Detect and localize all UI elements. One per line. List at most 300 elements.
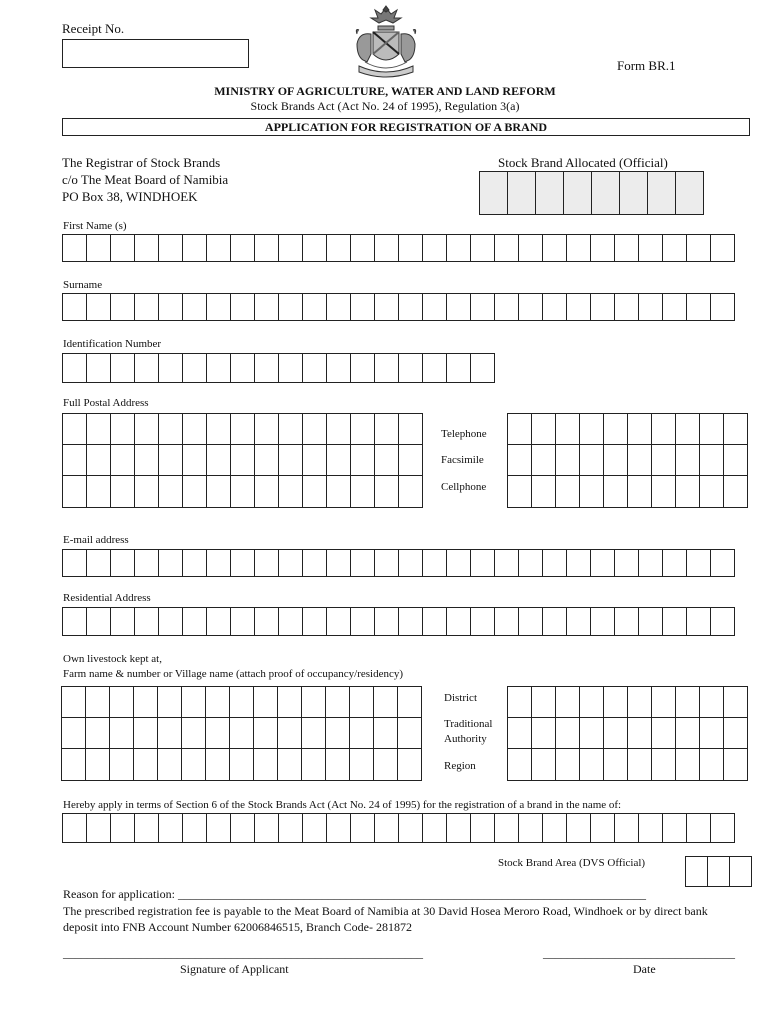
- character-box[interactable]: [133, 748, 158, 781]
- character-box[interactable]: [675, 475, 700, 508]
- character-box[interactable]: [675, 444, 700, 476]
- character-box[interactable]: [158, 234, 183, 262]
- character-box[interactable]: [158, 413, 183, 445]
- character-box[interactable]: [230, 444, 255, 476]
- character-box[interactable]: [302, 234, 327, 262]
- character-box[interactable]: [277, 686, 302, 718]
- character-box[interactable]: [651, 475, 676, 508]
- character-box[interactable]: [374, 475, 399, 508]
- character-box[interactable]: [134, 549, 159, 577]
- character-box[interactable]: [110, 353, 135, 383]
- character-box[interactable]: [494, 607, 519, 636]
- character-box[interactable]: [579, 413, 604, 445]
- applicant-name-boxes[interactable]: [62, 813, 735, 843]
- character-box[interactable]: [206, 607, 231, 636]
- character-box[interactable]: [614, 607, 639, 636]
- character-box[interactable]: [398, 413, 423, 445]
- character-box[interactable]: [134, 234, 159, 262]
- character-box[interactable]: [109, 717, 134, 749]
- character-box[interactable]: [723, 413, 748, 445]
- character-box[interactable]: [686, 813, 711, 843]
- character-box[interactable]: [182, 549, 207, 577]
- character-box[interactable]: [110, 444, 135, 476]
- character-box[interactable]: [350, 413, 375, 445]
- character-box[interactable]: [326, 353, 351, 383]
- character-box[interactable]: [710, 234, 735, 262]
- character-box[interactable]: [86, 549, 111, 577]
- character-box[interactable]: [109, 748, 134, 781]
- character-box[interactable]: [157, 717, 182, 749]
- character-box[interactable]: [110, 234, 135, 262]
- character-box[interactable]: [134, 607, 159, 636]
- character-box[interactable]: [614, 813, 639, 843]
- character-box[interactable]: [723, 717, 748, 749]
- character-box[interactable]: [662, 293, 687, 321]
- character-box[interactable]: [110, 813, 135, 843]
- character-box[interactable]: [446, 549, 471, 577]
- character-box[interactable]: [555, 686, 580, 718]
- character-box[interactable]: [254, 607, 279, 636]
- character-box[interactable]: [302, 413, 327, 445]
- character-box[interactable]: [638, 813, 663, 843]
- character-box[interactable]: [254, 813, 279, 843]
- contact-numbers-grid[interactable]: [507, 413, 748, 508]
- character-box[interactable]: [373, 717, 398, 749]
- character-box[interactable]: [181, 717, 206, 749]
- character-box[interactable]: [206, 353, 231, 383]
- character-box[interactable]: [110, 293, 135, 321]
- character-box[interactable]: [555, 413, 580, 445]
- character-box[interactable]: [710, 293, 735, 321]
- character-box[interactable]: [254, 234, 279, 262]
- character-box[interactable]: [182, 607, 207, 636]
- character-box[interactable]: [627, 444, 652, 476]
- character-box[interactable]: [531, 748, 556, 781]
- character-box[interactable]: [627, 475, 652, 508]
- character-box[interactable]: [110, 549, 135, 577]
- character-box[interactable]: [85, 748, 110, 781]
- character-box[interactable]: [651, 748, 676, 781]
- character-box[interactable]: [374, 607, 399, 636]
- character-box[interactable]: [494, 549, 519, 577]
- character-box[interactable]: [470, 234, 495, 262]
- character-box[interactable]: [590, 549, 615, 577]
- character-box[interactable]: [62, 293, 87, 321]
- character-box[interactable]: [603, 717, 628, 749]
- character-box[interactable]: [531, 413, 556, 445]
- character-box[interactable]: [86, 293, 111, 321]
- character-box[interactable]: [542, 607, 567, 636]
- character-box[interactable]: [325, 686, 350, 718]
- character-box[interactable]: [205, 748, 230, 781]
- character-box[interactable]: [374, 549, 399, 577]
- character-box[interactable]: [470, 549, 495, 577]
- character-box[interactable]: [302, 353, 327, 383]
- character-box[interactable]: [61, 748, 86, 781]
- email-boxes[interactable]: [62, 549, 735, 577]
- character-box[interactable]: [253, 686, 278, 718]
- character-box[interactable]: [675, 171, 704, 215]
- character-box[interactable]: [206, 293, 231, 321]
- character-box[interactable]: [206, 549, 231, 577]
- character-box[interactable]: [206, 444, 231, 476]
- character-box[interactable]: [326, 813, 351, 843]
- character-box[interactable]: [350, 813, 375, 843]
- character-box[interactable]: [350, 353, 375, 383]
- character-box[interactable]: [230, 549, 255, 577]
- character-box[interactable]: [470, 607, 495, 636]
- character-box[interactable]: [397, 686, 422, 718]
- character-box[interactable]: [277, 748, 302, 781]
- character-box[interactable]: [566, 293, 591, 321]
- character-box[interactable]: [397, 748, 422, 781]
- reason-for-application[interactable]: Reason for application: ______________________________________________________________________________: [63, 887, 646, 901]
- character-box[interactable]: [254, 549, 279, 577]
- character-box[interactable]: [86, 444, 111, 476]
- character-box[interactable]: [494, 813, 519, 843]
- character-box[interactable]: [182, 413, 207, 445]
- character-box[interactable]: [686, 234, 711, 262]
- character-box[interactable]: [699, 413, 724, 445]
- character-box[interactable]: [446, 607, 471, 636]
- character-box[interactable]: [302, 549, 327, 577]
- character-box[interactable]: [133, 686, 158, 718]
- character-box[interactable]: [61, 717, 86, 749]
- character-box[interactable]: [230, 475, 255, 508]
- character-box[interactable]: [230, 413, 255, 445]
- character-box[interactable]: [507, 444, 532, 476]
- character-box[interactable]: [397, 717, 422, 749]
- character-box[interactable]: [206, 234, 231, 262]
- character-box[interactable]: [158, 444, 183, 476]
- character-box[interactable]: [686, 607, 711, 636]
- character-box[interactable]: [326, 413, 351, 445]
- character-box[interactable]: [422, 353, 447, 383]
- character-box[interactable]: [301, 717, 326, 749]
- character-box[interactable]: [254, 353, 279, 383]
- character-box[interactable]: [603, 748, 628, 781]
- character-box[interactable]: [182, 475, 207, 508]
- character-box[interactable]: [374, 444, 399, 476]
- character-box[interactable]: [182, 444, 207, 476]
- character-box[interactable]: [110, 413, 135, 445]
- character-box[interactable]: [373, 686, 398, 718]
- character-box[interactable]: [158, 475, 183, 508]
- character-box[interactable]: [158, 353, 183, 383]
- date-line[interactable]: ________________________________: [543, 946, 735, 960]
- character-box[interactable]: [422, 607, 447, 636]
- character-box[interactable]: [627, 413, 652, 445]
- character-box[interactable]: [518, 293, 543, 321]
- character-box[interactable]: [229, 686, 254, 718]
- character-box[interactable]: [699, 686, 724, 718]
- character-box[interactable]: [603, 413, 628, 445]
- character-box[interactable]: [374, 293, 399, 321]
- character-box[interactable]: [563, 171, 592, 215]
- character-box[interactable]: [446, 234, 471, 262]
- character-box[interactable]: [507, 748, 532, 781]
- character-box[interactable]: [627, 748, 652, 781]
- character-box[interactable]: [302, 475, 327, 508]
- character-box[interactable]: [398, 293, 423, 321]
- character-box[interactable]: [205, 686, 230, 718]
- character-box[interactable]: [507, 413, 532, 445]
- character-box[interactable]: [86, 353, 111, 383]
- character-box[interactable]: [301, 686, 326, 718]
- character-box[interactable]: [62, 444, 87, 476]
- character-box[interactable]: [507, 717, 532, 749]
- character-box[interactable]: [302, 444, 327, 476]
- character-box[interactable]: [278, 549, 303, 577]
- character-box[interactable]: [603, 686, 628, 718]
- character-box[interactable]: [531, 717, 556, 749]
- character-box[interactable]: [62, 353, 87, 383]
- character-box[interactable]: [254, 475, 279, 508]
- character-box[interactable]: [230, 234, 255, 262]
- character-box[interactable]: [229, 748, 254, 781]
- character-box[interactable]: [470, 353, 495, 383]
- character-box[interactable]: [579, 686, 604, 718]
- character-box[interactable]: [278, 413, 303, 445]
- character-box[interactable]: [555, 717, 580, 749]
- character-box[interactable]: [518, 549, 543, 577]
- character-box[interactable]: [349, 717, 374, 749]
- character-box[interactable]: [326, 234, 351, 262]
- character-box[interactable]: [62, 549, 87, 577]
- character-box[interactable]: [278, 234, 303, 262]
- character-box[interactable]: [398, 475, 423, 508]
- district-authority-region-grid[interactable]: [507, 686, 748, 781]
- character-box[interactable]: [627, 717, 652, 749]
- character-box[interactable]: [254, 413, 279, 445]
- character-box[interactable]: [699, 444, 724, 476]
- character-box[interactable]: [531, 444, 556, 476]
- character-box[interactable]: [614, 234, 639, 262]
- character-box[interactable]: [110, 475, 135, 508]
- character-box[interactable]: [325, 717, 350, 749]
- character-box[interactable]: [579, 717, 604, 749]
- character-box[interactable]: [134, 293, 159, 321]
- character-box[interactable]: [542, 234, 567, 262]
- character-box[interactable]: [326, 549, 351, 577]
- character-box[interactable]: [62, 413, 87, 445]
- character-box[interactable]: [349, 748, 374, 781]
- character-box[interactable]: [707, 856, 730, 887]
- character-box[interactable]: [614, 293, 639, 321]
- character-box[interactable]: [566, 234, 591, 262]
- character-box[interactable]: [326, 475, 351, 508]
- character-box[interactable]: [422, 293, 447, 321]
- character-box[interactable]: [614, 549, 639, 577]
- character-box[interactable]: [182, 234, 207, 262]
- character-box[interactable]: [182, 353, 207, 383]
- character-box[interactable]: [638, 293, 663, 321]
- brand-allocated-boxes[interactable]: [479, 171, 704, 215]
- character-box[interactable]: [62, 234, 87, 262]
- character-box[interactable]: [398, 234, 423, 262]
- character-box[interactable]: [326, 444, 351, 476]
- character-box[interactable]: [729, 856, 752, 887]
- character-box[interactable]: [302, 293, 327, 321]
- character-box[interactable]: [590, 234, 615, 262]
- character-box[interactable]: [675, 686, 700, 718]
- character-box[interactable]: [579, 748, 604, 781]
- character-box[interactable]: [158, 549, 183, 577]
- character-box[interactable]: [542, 293, 567, 321]
- character-box[interactable]: [555, 748, 580, 781]
- character-box[interactable]: [61, 686, 86, 718]
- character-box[interactable]: [619, 171, 648, 215]
- character-box[interactable]: [662, 607, 687, 636]
- character-box[interactable]: [535, 171, 564, 215]
- character-box[interactable]: [627, 686, 652, 718]
- character-box[interactable]: [723, 686, 748, 718]
- character-box[interactable]: [685, 856, 708, 887]
- character-box[interactable]: [301, 748, 326, 781]
- livestock-location-grid[interactable]: [61, 686, 422, 781]
- character-box[interactable]: [326, 293, 351, 321]
- character-box[interactable]: [86, 234, 111, 262]
- character-box[interactable]: [446, 813, 471, 843]
- character-box[interactable]: [542, 549, 567, 577]
- character-box[interactable]: [699, 748, 724, 781]
- character-box[interactable]: [651, 444, 676, 476]
- character-box[interactable]: [507, 475, 532, 508]
- character-box[interactable]: [398, 353, 423, 383]
- character-box[interactable]: [518, 234, 543, 262]
- character-box[interactable]: [651, 413, 676, 445]
- character-box[interactable]: [603, 444, 628, 476]
- character-box[interactable]: [350, 234, 375, 262]
- character-box[interactable]: [398, 549, 423, 577]
- character-box[interactable]: [350, 444, 375, 476]
- first-names-boxes[interactable]: [62, 234, 735, 262]
- character-box[interactable]: [134, 353, 159, 383]
- character-box[interactable]: [134, 475, 159, 508]
- character-box[interactable]: [230, 293, 255, 321]
- character-box[interactable]: [647, 171, 676, 215]
- character-box[interactable]: [277, 717, 302, 749]
- character-box[interactable]: [675, 717, 700, 749]
- character-box[interactable]: [555, 444, 580, 476]
- character-box[interactable]: [675, 748, 700, 781]
- character-box[interactable]: [507, 686, 532, 718]
- character-box[interactable]: [206, 475, 231, 508]
- character-box[interactable]: [507, 171, 536, 215]
- character-box[interactable]: [253, 748, 278, 781]
- character-box[interactable]: [531, 475, 556, 508]
- character-box[interactable]: [662, 813, 687, 843]
- character-box[interactable]: [134, 413, 159, 445]
- character-box[interactable]: [374, 413, 399, 445]
- character-box[interactable]: [566, 813, 591, 843]
- character-box[interactable]: [302, 607, 327, 636]
- character-box[interactable]: [350, 607, 375, 636]
- character-box[interactable]: [710, 607, 735, 636]
- character-box[interactable]: [86, 813, 111, 843]
- character-box[interactable]: [603, 475, 628, 508]
- character-box[interactable]: [230, 813, 255, 843]
- character-box[interactable]: [518, 813, 543, 843]
- character-box[interactable]: [206, 813, 231, 843]
- character-box[interactable]: [422, 549, 447, 577]
- character-box[interactable]: [157, 748, 182, 781]
- character-box[interactable]: [278, 444, 303, 476]
- brand-area-boxes[interactable]: [685, 856, 752, 887]
- character-box[interactable]: [422, 813, 447, 843]
- character-box[interactable]: [518, 607, 543, 636]
- character-box[interactable]: [686, 549, 711, 577]
- character-box[interactable]: [229, 717, 254, 749]
- character-box[interactable]: [302, 813, 327, 843]
- character-box[interactable]: [326, 607, 351, 636]
- character-box[interactable]: [699, 475, 724, 508]
- character-box[interactable]: [230, 353, 255, 383]
- character-box[interactable]: [555, 475, 580, 508]
- character-box[interactable]: [134, 813, 159, 843]
- character-box[interactable]: [590, 607, 615, 636]
- character-box[interactable]: [398, 607, 423, 636]
- character-box[interactable]: [566, 549, 591, 577]
- character-box[interactable]: [494, 234, 519, 262]
- character-box[interactable]: [158, 607, 183, 636]
- character-box[interactable]: [134, 444, 159, 476]
- character-box[interactable]: [62, 475, 87, 508]
- character-box[interactable]: [350, 549, 375, 577]
- character-box[interactable]: [479, 171, 508, 215]
- character-box[interactable]: [110, 607, 135, 636]
- character-box[interactable]: [579, 444, 604, 476]
- character-box[interactable]: [278, 293, 303, 321]
- character-box[interactable]: [278, 353, 303, 383]
- character-box[interactable]: [470, 813, 495, 843]
- character-box[interactable]: [662, 234, 687, 262]
- character-box[interactable]: [278, 813, 303, 843]
- character-box[interactable]: [158, 813, 183, 843]
- character-box[interactable]: [350, 475, 375, 508]
- signature-line[interactable]: ____________________________________________________________: [63, 946, 423, 960]
- character-box[interactable]: [590, 813, 615, 843]
- character-box[interactable]: [662, 549, 687, 577]
- character-box[interactable]: [278, 607, 303, 636]
- character-box[interactable]: [374, 234, 399, 262]
- character-box[interactable]: [470, 293, 495, 321]
- character-box[interactable]: [254, 444, 279, 476]
- character-box[interactable]: [699, 717, 724, 749]
- character-box[interactable]: [133, 717, 158, 749]
- character-box[interactable]: [278, 475, 303, 508]
- character-box[interactable]: [531, 686, 556, 718]
- character-box[interactable]: [542, 813, 567, 843]
- character-box[interactable]: [723, 475, 748, 508]
- character-box[interactable]: [398, 444, 423, 476]
- character-box[interactable]: [85, 686, 110, 718]
- character-box[interactable]: [205, 717, 230, 749]
- surname-boxes[interactable]: [62, 293, 735, 321]
- character-box[interactable]: [374, 353, 399, 383]
- character-box[interactable]: [230, 607, 255, 636]
- character-box[interactable]: [181, 686, 206, 718]
- character-box[interactable]: [182, 813, 207, 843]
- character-box[interactable]: [651, 717, 676, 749]
- character-box[interactable]: [591, 171, 620, 215]
- character-box[interactable]: [86, 475, 111, 508]
- character-box[interactable]: [651, 686, 676, 718]
- character-box[interactable]: [182, 293, 207, 321]
- character-box[interactable]: [62, 813, 87, 843]
- character-box[interactable]: [638, 607, 663, 636]
- id-number-boxes[interactable]: [62, 353, 495, 383]
